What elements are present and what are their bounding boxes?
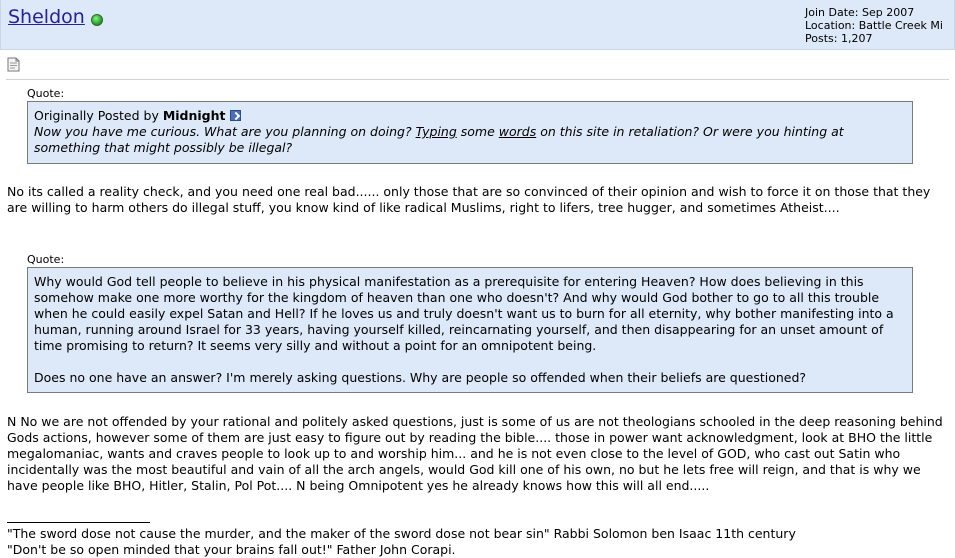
posted-by-prefix: Originally Posted by — [34, 108, 159, 123]
signature-divider — [7, 522, 150, 523]
reply-text: N No we are not offended by your rational and politely asked questions, just is some of us are not theologians schooled in the deep reasoning behind Gods actions, however some of them are just easy to figure out by reading the bible.... those in power want acknowledgment, look at BHO the little megalomaniac, wants and craves people to look up to and worship him... and he is not even close to the level of GOD, who cast out Satin who incidentally was the most beautiful and vain of all the arch angels, would God kill one of his own, no but he lets free will reign, and that is why we have people like BHO, Hitler, Stalin, Pol Pot.... N being Omnipotent yes he already knows how this will all end..... — [7, 414, 943, 493]
user-info — [805, 6, 943, 45]
quote-paragraph: Why would God tell people to believe in his physical manifestation as a prerequisite for entering Heaven? How does believing in this somehow make one more worthy for the kingdom of heaven than one who doesn't? And why would God bother to go to all this trouble when he could easily expel Satan and Hell? If he loves us and truly doesn't want us to burn for all eternity, why bother manifesting into a human, running around Israel for 33 years, having yourself killed, reincarnating yourself, and then disappearing for an unset amount of time promising to return? It seems very silly and without a point for an omnipotent being. — [34, 274, 894, 353]
online-status-icon — [91, 14, 103, 26]
user-location: Location: Battle Creek Mi — [805, 19, 943, 32]
username-link[interactable]: Sheldon — [8, 6, 85, 28]
signature-line: "Don't be so open minded that your brains fall out!" Father John Corapi. — [7, 542, 456, 557]
quote-author: Midnight — [162, 108, 226, 123]
signature-line: "The sword dose not cause the murder, and the maker of the sword dose not bear sin" Rabbi Solomon ben Isaac 11th century — [7, 526, 796, 541]
quote-label: Quote: — [27, 87, 65, 100]
reply-text: No its called a reality check, and you need one real bad...... only those that are so convinced of their opinion and wish to force it on those that they are willing to harm others do illegal stuff, you know kind of like radical Muslims, right to lifers, tree hugger, and sometimes Atheist.... — [7, 184, 931, 215]
quote-label: Quote: — [27, 253, 65, 266]
signature — [7, 526, 796, 558]
link-typing[interactable]: Typing — [415, 124, 457, 139]
quote-text: Now you have me curious. What are you planning on doing? Typing some words on this site in retaliation? Or were you hinting at something that might possibly be illegal? — [34, 124, 844, 155]
link-words[interactable]: words — [498, 124, 537, 139]
quote-box — [27, 101, 913, 164]
post-header — [0, 0, 955, 50]
view-post-icon[interactable] — [230, 110, 241, 121]
quote-attribution — [34, 108, 906, 124]
divider — [6, 79, 949, 80]
quote-paragraph: Does no one have an answer? I'm merely asking questions. Why are people so offended when their beliefs are questioned? — [34, 370, 807, 385]
post-count: Posts: 1,207 — [805, 32, 873, 45]
join-date: Join Date: Sep 2007 — [805, 6, 915, 19]
quote-box — [27, 267, 913, 393]
document-icon — [7, 57, 20, 72]
